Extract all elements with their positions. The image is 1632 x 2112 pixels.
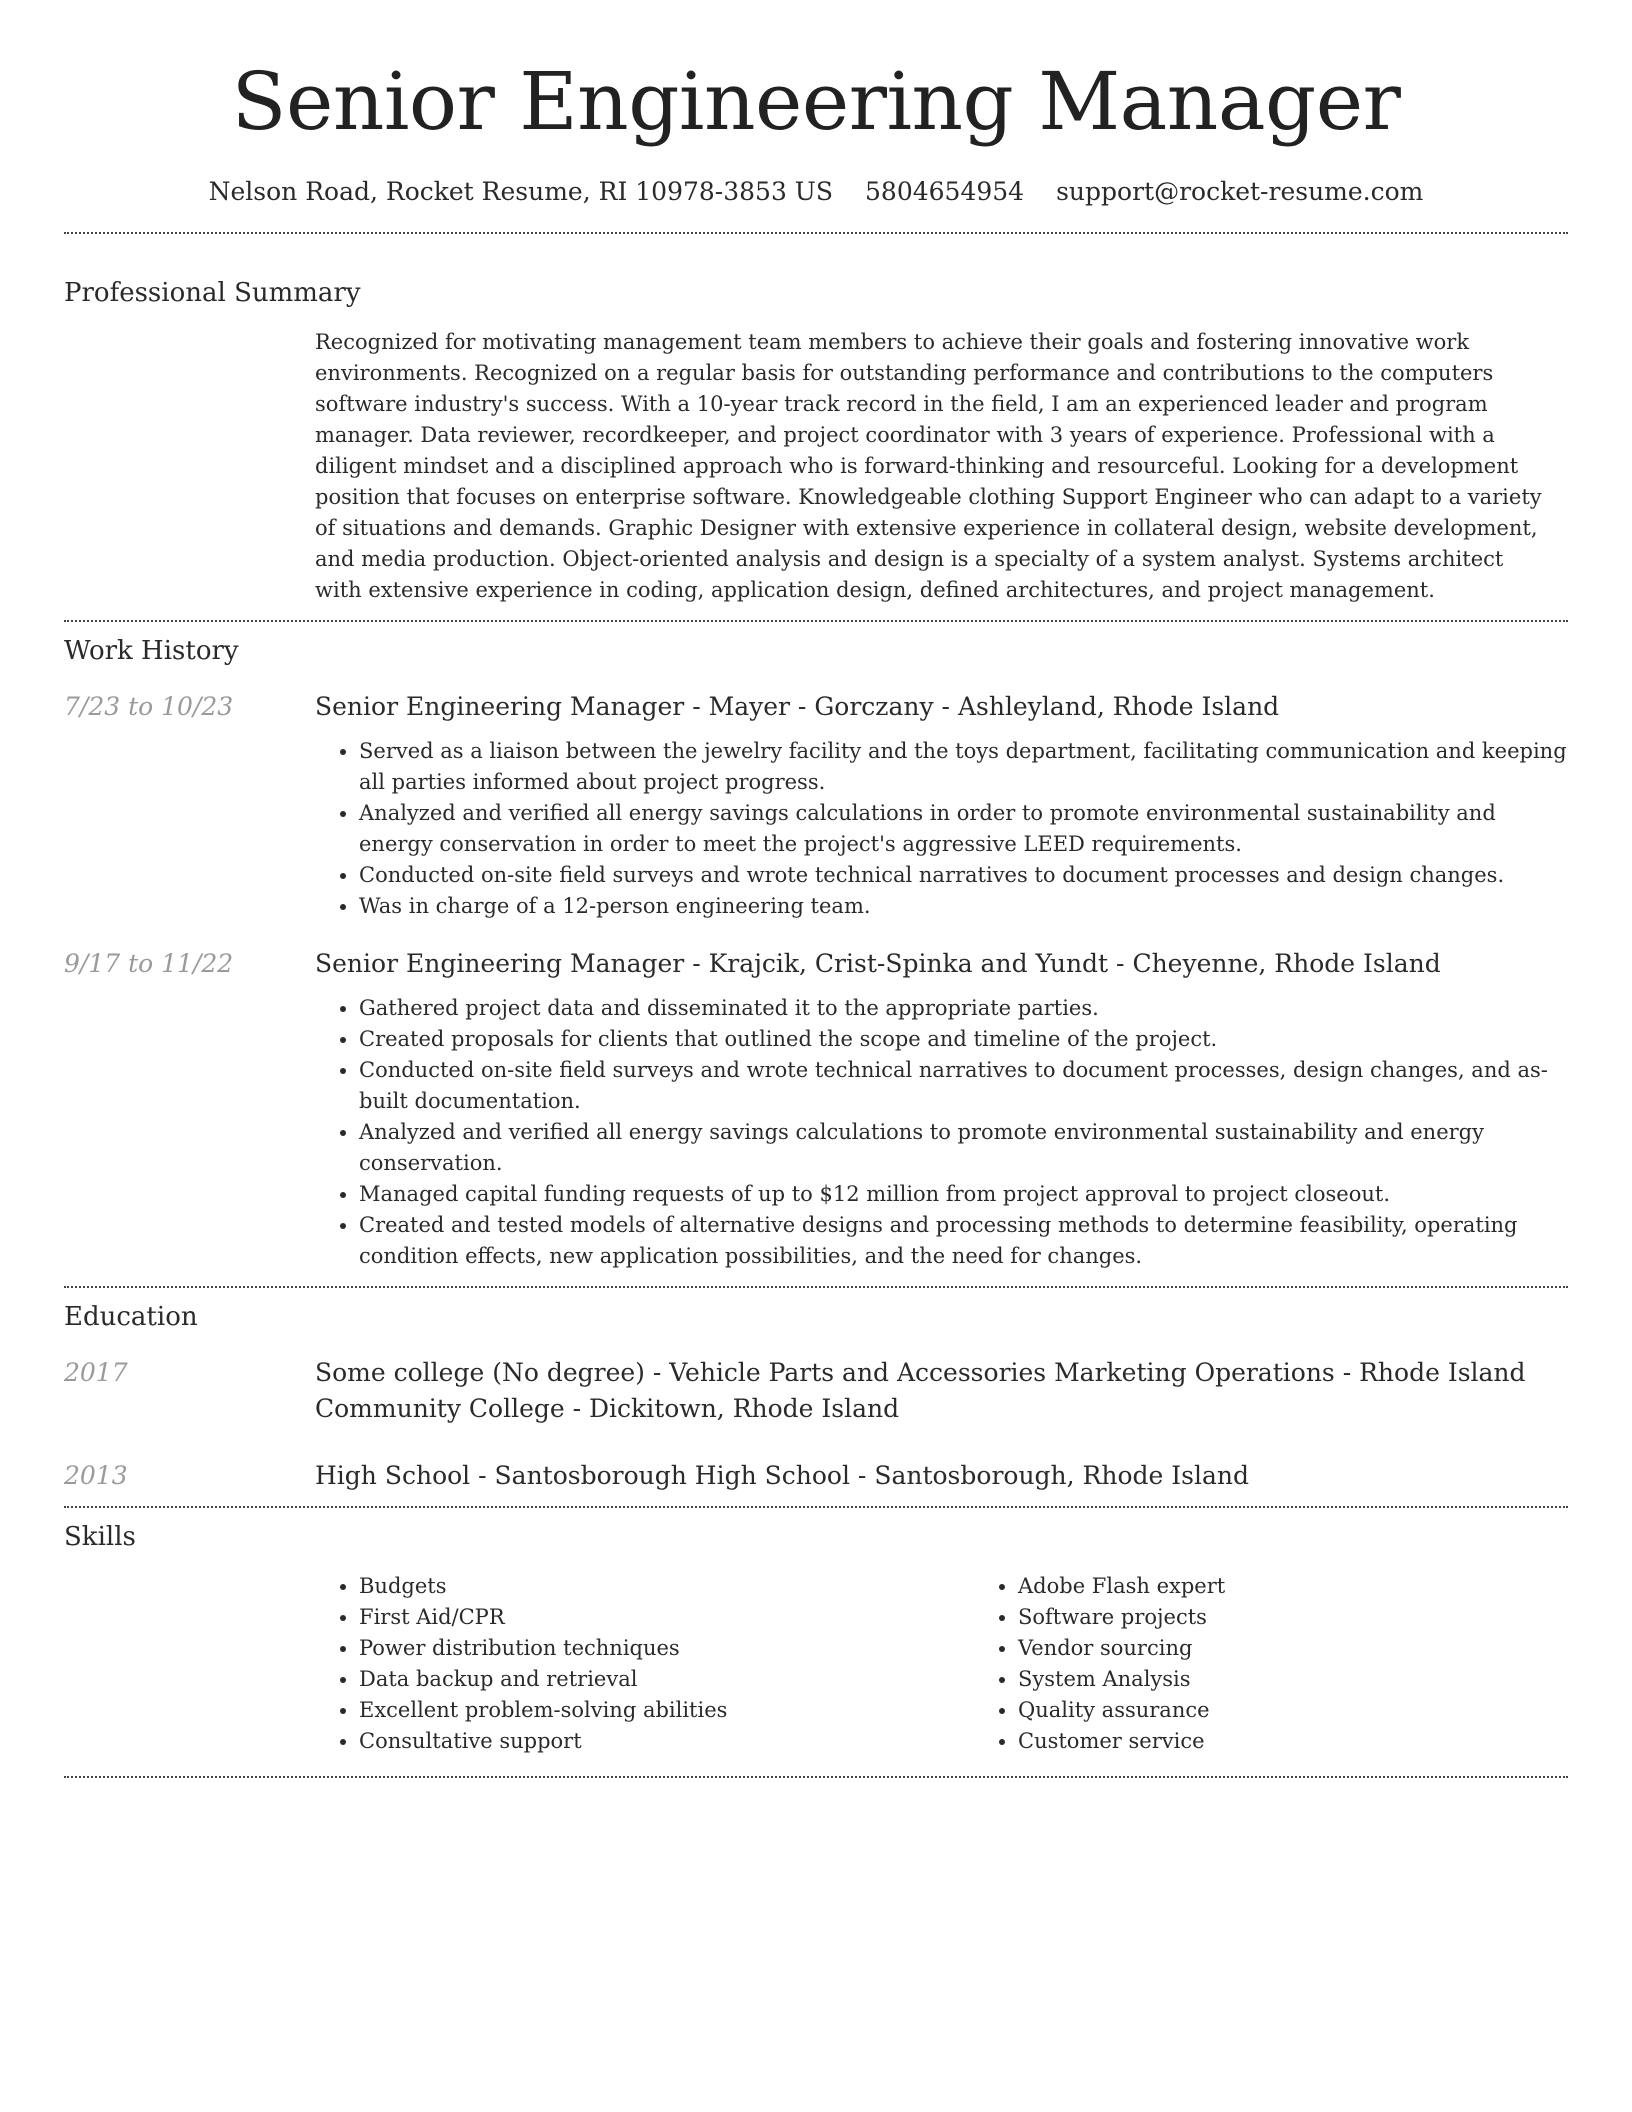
section-title-education: Education [64,1302,198,1332]
education-heading: Some college (No degree) - Vehicle Parts and Accessories Marketing Operations - Rhode Island Community College - Dickitown, Rhode Island [315,1358,1526,1423]
job-dates: 9/17 to 11/22 [64,949,234,978]
job-company: Mayer - Gorczany [708,692,934,721]
work-divider [64,1286,1568,1288]
skill-item: • System Analysis [1018,1664,1632,1695]
job-bullet: • Was in charge of a 12-person engineering team. [359,891,1568,922]
section-title-summary: Professional Summary [64,278,361,308]
education-year: 2013 [64,1461,128,1490]
job-bullet: • Conducted on-site field surveys and wrote technical narratives to document processes, design changes, and as-built documentation. [359,1055,1568,1117]
job-bullet: • Served as a liaison between the jewelry facility and the toys department, facilitating communication and keeping all parties informed about project progress. [359,736,1568,798]
summary-divider [64,620,1568,622]
education-degree: Some college (No degree) [315,1358,645,1387]
job-entry [64,689,1568,922]
skill-item: • Quality assurance [1018,1695,1632,1726]
job-bullet: • Created and tested models of alternative designs and processing methods to determine feasibility, operating condition effects, new application possibilities, and the need for changes. [359,1210,1568,1272]
skill-item: • Power distribution techniques [359,1633,974,1664]
education-heading: High School - Santosborough High School - Santosborough, Rhode Island [315,1461,1249,1490]
skill-item: • Customer service [1018,1726,1632,1757]
skills-list-left [315,1571,974,1757]
job-bullets [315,993,1568,1272]
skill-item: • Budgets [359,1571,974,1602]
job-bullet: • Managed capital funding requests of up to $12 million from project approval to project closeout. [359,1179,1568,1210]
job-bullet: • Conducted on-site field surveys and wrote technical narratives to document processes and design changes. [359,860,1568,891]
section-skills [64,1519,1568,1757]
education-degree: High School [315,1461,471,1490]
contact-address: Nelson Road, Rocket Resume, RI 10978-3853 US [208,177,834,206]
section-title-skills: Skills [64,1522,136,1552]
job-location: Ashleyland, Rhode Island [957,692,1280,721]
education-year: 2017 [64,1358,128,1387]
skill-item: • Data backup and retrieval [359,1664,974,1695]
skill-item: • Vendor sourcing [1018,1633,1632,1664]
job-role: Senior Engineering Manager [315,692,685,721]
contact-email: support@rocket-resume.com [1056,177,1424,206]
job-bullet: • Analyzed and verified all energy savings calculations in order to promote environmental sustainability and energy conservation in order to meet the project's aggressive LEED requirements. [359,798,1568,860]
header-divider [64,232,1568,234]
education-entry [64,1355,1568,1427]
summary-text: Recognized for motivating management team members to achieve their goals and fostering innovative work environments. Recognized on a regular basis for outstanding performance and contributions to the computers software industry's success. With a 10-year track record in the field, I am an experienced leader and program manager. Data reviewer, recordkeeper, and project coordinator with 3 years of experience. Professional with a diligent mindset and a disciplined approach who is forward-thinking and resourceful. Looking for a development position that focuses on enterprise software. Knowledgeable clothing Support Engineer who can adapt to a variety of situations and demands. Graphic Designer with extensive experience in collateral design, website development, and media production. Object-oriented analysis and design is a specialty of a system analyst. Systems architect with extensive experience in coding, application design, defined architectures, and project management. [315,330,1542,602]
education-location: Santosborough, Rhode Island [874,1461,1249,1490]
education-location: Dickitown, Rhode Island [589,1394,900,1423]
job-role: Senior Engineering Manager [315,949,685,978]
job-bullets [315,736,1568,922]
job-heading: Senior Engineering Manager - Mayer - Gorczany - Ashleyland, Rhode Island [315,692,1280,721]
job-bullet: • Analyzed and verified all energy savings calculations to promote environmental sustainability and energy conservation. [359,1117,1568,1179]
job-bullet: • Gathered project data and disseminated it to the appropriate parties. [359,993,1568,1024]
job-heading: Senior Engineering Manager - Krajcik, Crist-Spinka and Yundt - Cheyenne, Rhode Island [315,949,1441,978]
contact-line [64,174,1568,210]
skills-columns [315,1571,1568,1757]
skills-list-right [974,1571,1632,1757]
section-title-work: Work History [64,636,239,666]
skills-divider [64,1776,1568,1778]
resume-name: Senior Engineering Manager [231,55,1401,148]
education-field: Vehicle Parts and Accessories Marketing Operations [669,1358,1335,1387]
skill-item: • First Aid/CPR [359,1602,974,1633]
education-entry [64,1458,1568,1494]
section-work-history [64,633,1568,1272]
education-school: Santosborough High School [494,1461,850,1490]
skill-item: • Excellent problem-solving abilities [359,1695,974,1726]
job-entry [64,946,1568,1272]
section-summary [64,275,1568,606]
skill-item: • Adobe Flash expert [1018,1571,1632,1602]
section-education [64,1299,1568,1494]
skill-item: • Software projects [1018,1602,1632,1633]
education-divider [64,1506,1568,1508]
job-company: Krajcik, Crist-Spinka and Yundt [708,949,1109,978]
job-bullet: • Created proposals for clients that outlined the scope and timeline of the project. [359,1024,1568,1055]
education-school: Rhode Island Community College [315,1358,1526,1423]
job-dates: 7/23 to 10/23 [64,692,234,721]
skill-item: • Consultative support [359,1726,974,1757]
contact-phone: 5804654954 [865,177,1025,206]
job-location: Cheyenne, Rhode Island [1132,949,1441,978]
